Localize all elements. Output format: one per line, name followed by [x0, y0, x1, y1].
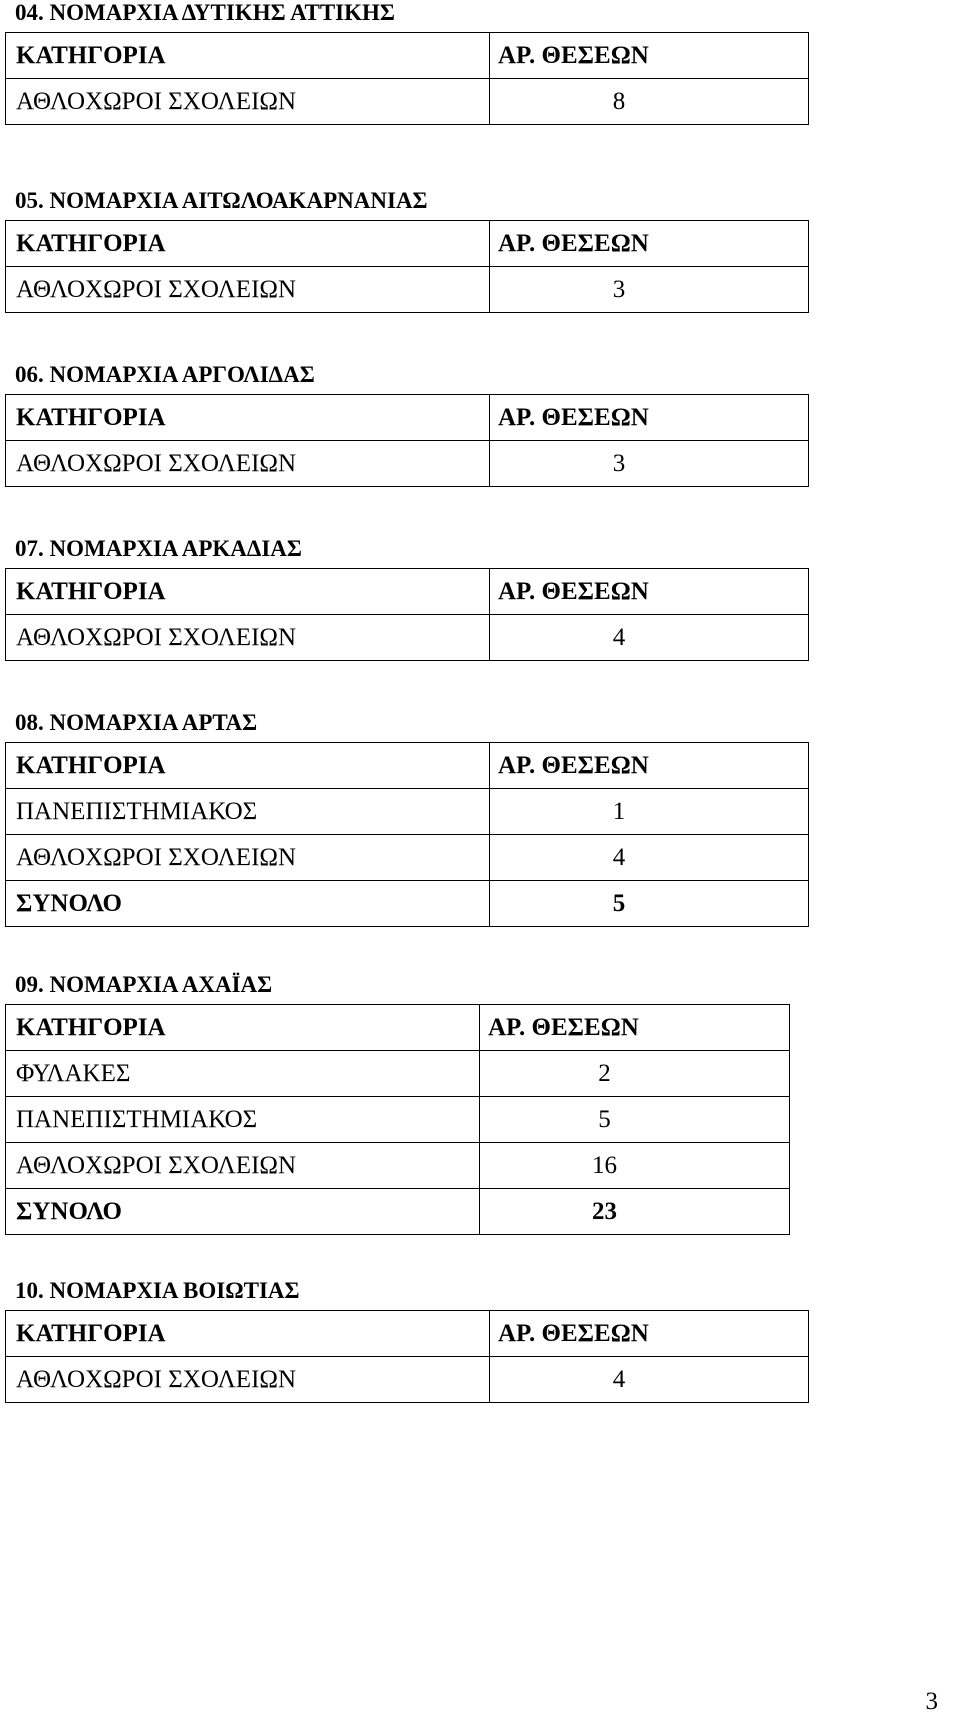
table-row	[6, 441, 809, 487]
table-row	[6, 789, 809, 835]
table-header-row	[6, 569, 809, 615]
category-cell: ΑΘΛΟΧΩΡΟΙ ΣΧΟΛΕΙΩΝ	[6, 79, 490, 125]
category-cell: ΑΘΛΟΧΩΡΟΙ ΣΧΟΛΕΙΩΝ	[6, 835, 490, 881]
seats-header: ΑΡ. ΘΕΣΕΩΝ	[490, 743, 809, 789]
section-05	[5, 188, 809, 313]
total-label: ΣΥΝΟΛΟ	[6, 1189, 480, 1235]
table-row	[6, 79, 809, 125]
category-header: ΚΑΤΗΓΟΡΙΑ	[6, 395, 490, 441]
category-cell: ΑΘΛΟΧΩΡΟΙ ΣΧΟΛΕΙΩΝ	[6, 441, 490, 487]
section-07	[5, 536, 809, 661]
table-header-row	[6, 221, 809, 267]
category-cell: ΠΑΝΕΠΙΣΤΗΜΙΑΚΟΣ	[6, 1097, 480, 1143]
table-row	[6, 267, 809, 313]
table-row	[6, 835, 809, 881]
table-row	[6, 1097, 790, 1143]
total-seats: 5	[490, 881, 809, 927]
total-seats: 23	[480, 1189, 790, 1235]
category-header: ΚΑΤΗΓΟΡΙΑ	[6, 1005, 480, 1051]
section-06	[5, 362, 809, 487]
table-row	[6, 1051, 790, 1097]
category-header: ΚΑΤΗΓΟΡΙΑ	[6, 33, 490, 79]
section-09	[5, 972, 790, 1235]
section-08	[5, 710, 809, 927]
total-row	[6, 1189, 790, 1235]
seats-table	[5, 32, 809, 125]
seats-cell: 3	[490, 267, 809, 313]
category-header: ΚΑΤΗΓΟΡΙΑ	[6, 569, 490, 615]
category-cell: ΑΘΛΟΧΩΡΟΙ ΣΧΟΛΕΙΩΝ	[6, 615, 490, 661]
table-header-row	[6, 1005, 790, 1051]
seats-header: ΑΡ. ΘΕΣΕΩΝ	[490, 33, 809, 79]
seats-header: ΑΡ. ΘΕΣΕΩΝ	[490, 1311, 809, 1357]
table-header-row	[6, 33, 809, 79]
seats-cell: 8	[490, 79, 809, 125]
category-cell: ΑΘΛΟΧΩΡΟΙ ΣΧΟΛΕΙΩΝ	[6, 267, 490, 313]
section-title: 09. ΝΟΜΑΡΧΙΑ ΑΧΑΪΑΣ	[15, 972, 273, 997]
seats-cell: 4	[490, 615, 809, 661]
table-header-row	[6, 395, 809, 441]
table-header-row	[6, 743, 809, 789]
total-row	[6, 881, 809, 927]
table-row	[6, 1143, 790, 1189]
seats-header: ΑΡ. ΘΕΣΕΩΝ	[480, 1005, 790, 1051]
category-cell: ΠΑΝΕΠΙΣΤΗΜΙΑΚΟΣ	[6, 789, 490, 835]
section-10	[5, 1278, 809, 1403]
seats-cell: 16	[480, 1143, 790, 1189]
section-title: 05. ΝΟΜΑΡΧΙΑ ΑΙΤΩΛΟΑΚΑΡΝΑΝΙΑΣ	[15, 188, 428, 213]
seats-cell: 2	[480, 1051, 790, 1097]
table-row	[6, 615, 809, 661]
seats-header: ΑΡ. ΘΕΣΕΩΝ	[490, 569, 809, 615]
category-cell: ΦΥΛΑΚΕΣ	[6, 1051, 480, 1097]
seats-table	[5, 394, 809, 487]
seats-table	[5, 1310, 809, 1403]
seats-table	[5, 568, 809, 661]
seats-cell: 1	[490, 789, 809, 835]
table-row	[6, 1357, 809, 1403]
seats-cell: 5	[480, 1097, 790, 1143]
section-title: 06. ΝΟΜΑΡΧΙΑ ΑΡΓΟΛΙΔΑΣ	[15, 362, 315, 387]
seats-table	[5, 1004, 790, 1235]
section-04	[5, 0, 809, 125]
table-header-row	[6, 1311, 809, 1357]
total-label: ΣΥΝΟΛΟ	[6, 881, 490, 927]
category-header: ΚΑΤΗΓΟΡΙΑ	[6, 1311, 490, 1357]
section-title: 04. ΝΟΜΑΡΧΙΑ ΔΥΤΙΚΗΣ ΑΤΤΙΚΗΣ	[15, 0, 395, 25]
seats-header: ΑΡ. ΘΕΣΕΩΝ	[490, 221, 809, 267]
page-number: 3	[925, 1688, 938, 1715]
seats-cell: 4	[490, 1357, 809, 1403]
section-title: 10. ΝΟΜΑΡΧΙΑ ΒΟΙΩΤΙΑΣ	[15, 1278, 300, 1303]
seats-header: ΑΡ. ΘΕΣΕΩΝ	[490, 395, 809, 441]
category-header: ΚΑΤΗΓΟΡΙΑ	[6, 743, 490, 789]
category-cell: ΑΘΛΟΧΩΡΟΙ ΣΧΟΛΕΙΩΝ	[6, 1357, 490, 1403]
category-cell: ΑΘΛΟΧΩΡΟΙ ΣΧΟΛΕΙΩΝ	[6, 1143, 480, 1189]
section-title: 07. ΝΟΜΑΡΧΙΑ ΑΡΚΑΔΙΑΣ	[15, 536, 302, 561]
seats-table	[5, 742, 809, 927]
seats-cell: 4	[490, 835, 809, 881]
seats-cell: 3	[490, 441, 809, 487]
category-header: ΚΑΤΗΓΟΡΙΑ	[6, 221, 490, 267]
section-title: 08. ΝΟΜΑΡΧΙΑ ΑΡΤΑΣ	[15, 710, 258, 735]
seats-table	[5, 220, 809, 313]
